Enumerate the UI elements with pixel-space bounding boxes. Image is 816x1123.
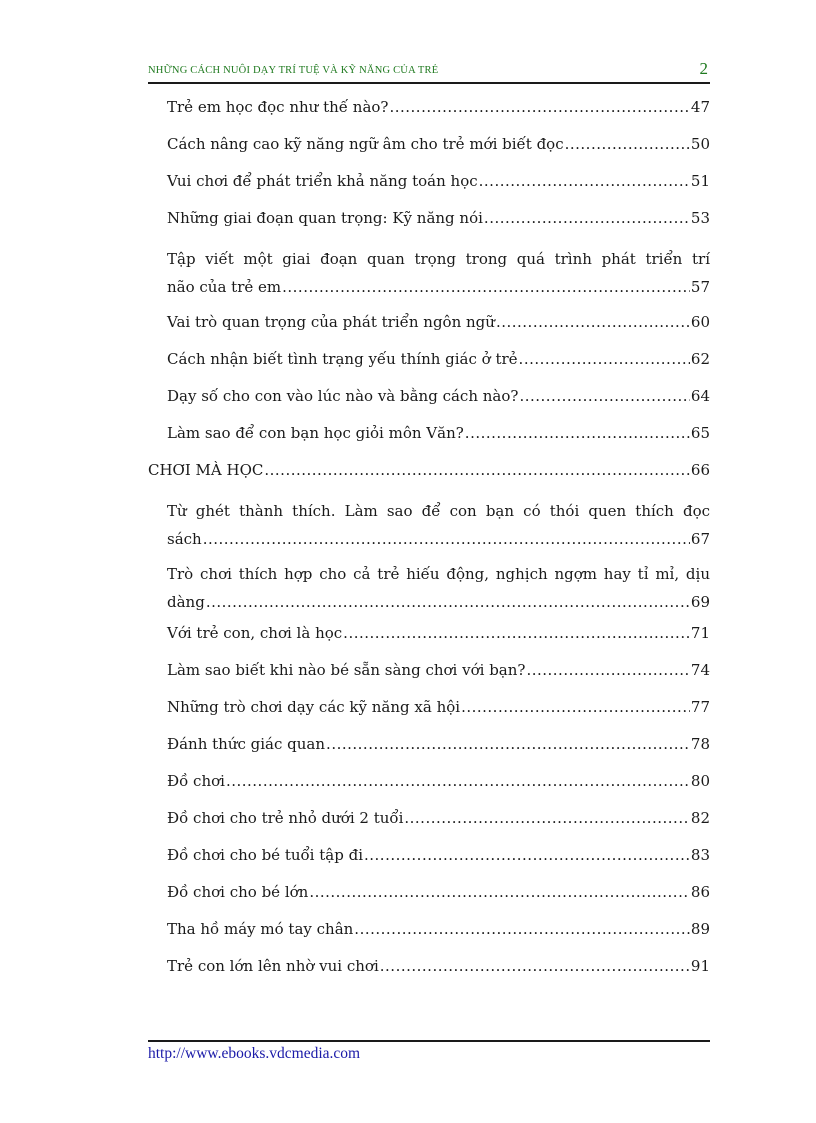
toc-entry[interactable] bbox=[148, 918, 710, 940]
dot-leader bbox=[203, 528, 690, 550]
toc-entry[interactable] bbox=[148, 385, 710, 407]
dot-leader bbox=[479, 170, 690, 192]
page-number: 2 bbox=[699, 59, 708, 78]
dot-leader bbox=[282, 276, 690, 298]
toc-entry-page: 78 bbox=[690, 735, 710, 753]
toc-entry[interactable] bbox=[148, 622, 710, 644]
toc-entry[interactable] bbox=[148, 311, 710, 333]
toc-entry-title-line: Từ ghét thành thích. Làm sao để con bạn có thói quen thích đọc bbox=[167, 502, 710, 520]
toc-entry[interactable] bbox=[148, 881, 710, 903]
toc-entry-title: Những trò chơi dạy các kỹ năng xã hội bbox=[167, 698, 461, 716]
toc-entry[interactable] bbox=[148, 696, 710, 718]
toc-entry-page: 71 bbox=[690, 624, 710, 642]
toc-entry-title: Vui chơi để phát triển khả năng toán học bbox=[167, 172, 478, 190]
toc-entry[interactable] bbox=[148, 500, 710, 550]
toc-entry-page: 60 bbox=[690, 313, 710, 331]
toc-entry[interactable] bbox=[148, 207, 710, 229]
toc-entry-page: 53 bbox=[690, 209, 710, 227]
toc-entry[interactable] bbox=[148, 563, 710, 613]
dot-leader bbox=[226, 770, 690, 792]
dot-leader bbox=[206, 591, 690, 613]
footer-link[interactable]: http://www.ebooks.vdcmedia.com bbox=[148, 1045, 361, 1062]
toc-entry[interactable] bbox=[148, 248, 710, 298]
toc-entry-title: sách bbox=[167, 530, 202, 548]
toc-entry-title: CHƠI MÀ HỌC bbox=[148, 461, 264, 479]
dot-leader bbox=[380, 955, 690, 977]
toc-entry-page: 89 bbox=[690, 920, 710, 938]
dot-leader bbox=[309, 881, 690, 903]
dot-leader bbox=[526, 659, 689, 681]
toc-entry-title-line: Tập viết một giai đoạn quan trọng trong quá trình phát triển trí bbox=[167, 250, 710, 268]
dot-leader bbox=[565, 133, 690, 155]
toc-entry-title: Những giai đoạn quan trọng: Kỹ năng nói bbox=[167, 209, 483, 227]
toc-entry-page: 64 bbox=[690, 387, 710, 405]
dot-leader bbox=[404, 807, 690, 829]
page-header bbox=[148, 60, 710, 84]
toc-entry-page: 82 bbox=[690, 809, 710, 827]
toc-entry[interactable] bbox=[148, 807, 710, 829]
toc-entry-title: Đồ chơi cho bé lớn bbox=[167, 883, 309, 901]
dot-leader bbox=[264, 459, 690, 481]
toc-entry-page: 65 bbox=[690, 424, 710, 442]
dot-leader bbox=[461, 696, 690, 718]
toc-entry-page: 67 bbox=[690, 530, 710, 548]
toc-entry-page: 91 bbox=[690, 957, 710, 975]
toc-entry-page: 57 bbox=[690, 278, 710, 296]
toc-entry-page: 66 bbox=[690, 461, 710, 479]
toc-entry-page: 83 bbox=[690, 846, 710, 864]
dot-leader bbox=[389, 96, 689, 118]
toc-entry-title: Dạy số cho con vào lúc nào và bằng cách nào? bbox=[167, 387, 519, 405]
toc-entry-title: Với trẻ con, chơi là học bbox=[167, 624, 343, 642]
footer-divider bbox=[148, 1040, 710, 1042]
dot-leader bbox=[519, 348, 690, 370]
toc-entry[interactable] bbox=[148, 96, 710, 118]
dot-leader bbox=[465, 422, 690, 444]
dot-leader bbox=[496, 311, 690, 333]
toc-entry-page: 77 bbox=[690, 698, 710, 716]
toc-entry-title: Đồ chơi cho bé tuổi tập đi bbox=[167, 846, 363, 864]
toc-entry[interactable] bbox=[148, 170, 710, 192]
toc-entry-page: 80 bbox=[690, 772, 710, 790]
dot-leader bbox=[354, 918, 690, 940]
dot-leader bbox=[484, 207, 690, 229]
toc-entry-title: Trẻ con lớn lên nhờ vui chơi bbox=[167, 957, 379, 975]
toc-entry-title: Làm sao biết khi nào bé sẵn sàng chơi với bạn? bbox=[167, 661, 526, 679]
toc-entry-title: não của trẻ em bbox=[167, 278, 282, 296]
toc-entry-title: dàng bbox=[167, 593, 205, 611]
dot-leader bbox=[519, 385, 689, 407]
toc-entry-page: 51 bbox=[690, 172, 710, 190]
toc-entry-page: 74 bbox=[690, 661, 710, 679]
toc-entry[interactable] bbox=[148, 955, 710, 977]
toc-entry-title: Trẻ em học đọc như thế nào? bbox=[167, 98, 389, 116]
toc-entry[interactable] bbox=[148, 733, 710, 755]
toc-entry-title: Vai trò quan trọng của phát triển ngôn ngữ bbox=[167, 313, 495, 331]
dot-leader bbox=[326, 733, 690, 755]
toc-entry-title-line: Trò chơi thích hợp cho cả trẻ hiếu động, nghịch ngợm hay tỉ mỉ, dịu bbox=[167, 565, 710, 583]
toc-entry-title: Đồ chơi bbox=[167, 772, 225, 790]
toc-entry-title: Làm sao để con bạn học giỏi môn Văn? bbox=[167, 424, 464, 442]
toc-entry[interactable] bbox=[148, 422, 710, 444]
toc-entry[interactable] bbox=[148, 844, 710, 866]
toc-entry[interactable] bbox=[148, 659, 710, 681]
toc-entry[interactable] bbox=[148, 459, 710, 481]
toc-entry-page: 86 bbox=[690, 883, 710, 901]
toc-entry[interactable] bbox=[148, 133, 710, 155]
toc-entry-page: 47 bbox=[690, 98, 710, 116]
toc-entry-page: 62 bbox=[690, 350, 710, 368]
toc-entry-title: Cách nhận biết tình trạng yếu thính giác ở trẻ bbox=[167, 350, 518, 368]
toc-entry-title: Tha hồ máy mó tay chân bbox=[167, 920, 354, 938]
toc-entry-title: Cách nâng cao kỹ năng ngữ âm cho trẻ mới biết đọc bbox=[167, 135, 564, 153]
toc-entry[interactable] bbox=[148, 770, 710, 792]
toc-entry-page: 50 bbox=[690, 135, 710, 153]
toc-entry-page: 69 bbox=[690, 593, 710, 611]
dot-leader bbox=[343, 622, 690, 644]
running-title: NHỮNG CÁCH NUÔI DẠY TRÍ TUỆ VÀ KỸ NĂNG CỦA TRẺ bbox=[148, 65, 439, 76]
toc-entry-title: Đánh thức giác quan bbox=[167, 735, 326, 753]
dot-leader bbox=[364, 844, 690, 866]
toc-entry-title: Đồ chơi cho trẻ nhỏ dưới 2 tuổi bbox=[167, 809, 404, 827]
toc-entry[interactable] bbox=[148, 348, 710, 370]
